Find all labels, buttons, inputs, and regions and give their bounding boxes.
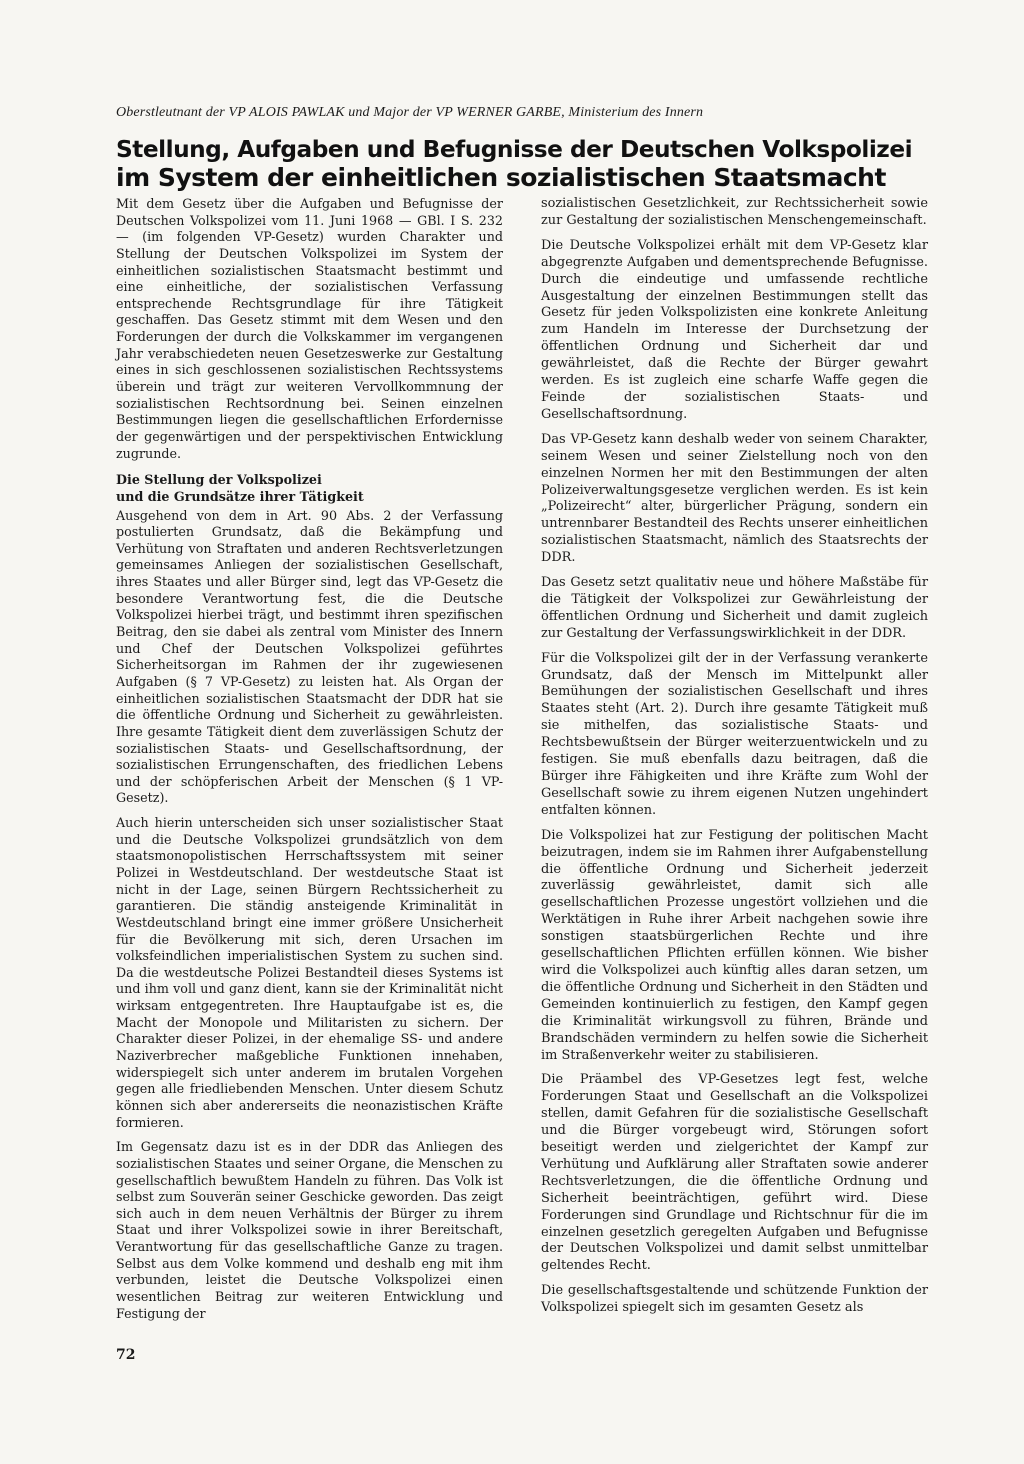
- left-text-column: [116, 196, 503, 1330]
- section-heading-line-1: Die Stellung der Volkspolizei: [116, 472, 322, 488]
- body-paragraph: Die Präambel des VP-Gesetzes legt fest, welche Forderungen Staat und Gesellschaft an die Volkspolizei stellen, damit Gefahren für die sozialistische Gesellschaft und die Bürger vorgebeugt wird, Störungen sofort beseitigt werden und zielgerichtet der Kampf zur Verhütung und Aufklärung aller Straftaten sowie anderer Rechtsverletzungen, die die öffentliche Ordnung und Sicherheit beeinträchtigen, geführt wird. Diese Forderungen sind Grundlage und Richtschnur für die im einzelnen gesetzlich geregelten Aufgaben und Befugnisse der Deutschen Volkspolizei und damit selbst unmittelbar geltendes Recht.: [541, 1072, 928, 1274]
- body-paragraph: Die gesellschaftsgestaltende und schützende Funktion der Volkspolizei spiegelt sich im gesamten Gesetz als: [541, 1283, 928, 1316]
- right-text-column: [541, 196, 928, 1325]
- body-paragraph: Im Gegensatz dazu ist es in der DDR das Anliegen des sozialistischen Staates und seiner Organe, die Menschen zu gesellschaftlich bewußtem Handeln zu führen. Das Volk ist selbst zum Souverän seiner Geschicke geworden. Das zeigt sich auch in dem neuen Verhältnis der Bürger zu ihrem Staat und ihrer Volkspolizei sowie in ihrer Bereitschaft, Verantwortung für das gesellschaftliche Ganze zu tragen. Selbst aus dem Volke kommend und deshalb eng mit ihm verbunden, leistet die Deutsche Volkspolizei einen wesentlichen Beitrag zur weiteren Entwicklung und Festigung der: [116, 1139, 503, 1321]
- section-heading-line-2: und die Grundsätze ihrer Tätigkeit: [116, 488, 364, 504]
- author-byline: Oberstleutnant der VP ALOIS PAWLAK und Major der VP WERNER GARBE, Ministerium des Innern: [116, 105, 704, 120]
- body-paragraph: sozialistischen Gesetzlichkeit, zur Rechtssicherheit sowie zur Gestaltung der sozialistischen Menschengemeinschaft.: [541, 196, 928, 228]
- section-heading: [116, 472, 503, 505]
- body-paragraph: Ausgehend von dem in Art. 90 Abs. 2 der Verfassung postulierten Grundsatz, daß die Bekämpfung und Verhütung von Straftaten und anderen Rechtsverletzungen gemeinsames Anliegen der sozialistischen Gesellschaft, ihres Staates und aller Bürger sind, legt das VP-Gesetz die besondere Verantwortung fest, die die Deutsche Volkspolizei hierbei trägt, und bestimmt ihren spezifischen Beitrag, den sie dabei als zentral vom Minister des Innern und Chef der Deutschen Volkspolizei geführtes Sicherheitsorgan im Rahmen der ihr zugewiesenen Aufgaben (§ 7 VP-Gesetz) zu leisten hat. Als Organ der einheitlichen sozialistischen Staatsmacht der DDR hat sie die öffentliche Ordnung und Sicherheit zu gewährleisten. Ihre gesamte Tätigkeit dient dem zuverlässigen Schutz der sozialistischen Staats- und Gesellschaftsordnung, der sozialistischen Errungenschaften, des friedlichen Lebens und der schöpferischen Arbeit der Menschen (§ 1 VP-Gesetz).: [116, 507, 503, 806]
- article-title: [116, 136, 916, 192]
- body-paragraph: Für die Volkspolizei gilt der in der Verfassung verankerte Grundsatz, daß der Mensch im Mittelpunkt aller Bemühungen der sozialistischen Gesellschaft und ihres Staates steht (Art. 2). Durch ihre gesamte Tätigkeit muß sie mithelfen, das sozialistische Staats- und Rechtsbewußtsein der Bürger weiterzuentwickeln und zu festigen. Sie muß ebenfalls dazu beitragen, daß die Bürger ihre Fähigkeiten und ihre Kräfte zum Wohl der Gesellschaft sowie zu ihrem eigenen Nutzen ungehindert entfalten können.: [541, 650, 928, 818]
- intro-paragraph: Mit dem Gesetz über die Aufgaben und Befugnisse der Deutschen Volkspolizei vom 11. Juni 1968 — GBl. I S. 232 — (im folgenden VP-Gesetz) wurden Charakter und Stellung der Deutschen Volkspolizei im System der einheitlichen sozialistischen Staatsmacht bestimmt und eine einheitliche, der sozialistischen Verfassung entsprechende Rechtsgrundlage für ihre Tätigkeit geschaffen. Das Gesetz stimmt mit dem Wesen und den Forderungen der durch die Volkskammer im vergangenen Jahr verabschiedeten neuen Gesetzeswerke zur Gestaltung eines in sich geschlossenen sozialistischen Rechtssystems überein und trägt zur weiteren Vervollkommnung der sozialistischen Rechtsordnung bei. Seinen einzelnen Bestimmungen liegen die gesellschaftlichen Erfordernisse der gegenwärtigen und der perspektivischen Entwicklung zugrunde.: [116, 196, 503, 461]
- body-paragraph: Die Deutsche Volkspolizei erhält mit dem VP-Gesetz klar abgegrenzte Aufgaben und dementsprechende Befugnisse. Durch die eindeutige und umfassende rechtliche Ausgestaltung der einzelnen Bestimmungen stellt das Gesetz für jeden Volkspolizisten eine konkrete Anleitung zum Handeln im Interesse der Durchsetzung der öffentlichen Ordnung und Sicherheit dar und gewährleistet, daß die Rechte der Bürger gewahrt werden. Es ist zugleich eine scharfe Waffe gegen die Feinde der sozialistischen Staats- und Gesellschaftsordnung.: [541, 237, 928, 422]
- body-paragraph: Die Volkspolizei hat zur Festigung der politischen Macht beizutragen, indem sie im Rahmen ihrer Aufgabenstellung die öffentliche Ordnung und Sicherheit jederzeit zuverlässig gewährleistet, damit sich alle gesellschaftlichen Prozesse ungestört vollziehen und die Werktätigen in Ruhe ihrer Arbeit nachgehen sowie ihre sonstigen staatsbürgerlichen Rechte und ihre gesellschaftlichen Pflichten erfüllen können. Wie bisher wird die Volkspolizei auch künftig alles daran setzen, um die öffentliche Ordnung und Sicherheit in den Städten und Gemeinden kontinuierlich zu festigen, den Kampf gegen die Kriminalität wirkungsvoll zu führen, Brände und Brandschäden vermindern zu helfen sowie die Sicherheit im Straßenverkehr weiter zu stabilisieren.: [541, 827, 928, 1063]
- article-title-line-2: im System der einheitlichen sozialistischen Staatsmacht: [116, 163, 886, 192]
- page-number: 72: [116, 1347, 136, 1363]
- article-title-line-1: Stellung, Aufgaben und Befugnisse der Deutschen Volkspolizei: [116, 136, 913, 163]
- body-paragraph: Das Gesetz setzt qualitativ neue und höhere Maßstäbe für die Tätigkeit der Volkspolizei zur Gewährleistung der öffentlichen Ordnung und Sicherheit und damit zugleich zur Gestaltung der Verfassungswirklichkeit in der DDR.: [541, 575, 928, 641]
- body-paragraph: Das VP-Gesetz kann deshalb weder von seinem Charakter, seinem Wesen und seiner Zielstellung noch von den einzelnen Normen her mit den Bestimmungen der alten Polizeiverwaltungsgesetze verglichen werden. Es ist kein „Polizeirecht“ alter, bürgerlicher Prägung, sondern ein untrennbarer Bestandteil des Rechts unserer einheitlichen sozialistischen Staatsmacht, nämlich des Staatsrechts der DDR.: [541, 431, 928, 566]
- body-paragraph: Auch hierin unterscheiden sich unser sozialistischer Staat und die Deutsche Volkspolizei grundsätzlich von dem staatsmonopolistischen Herrschaftssystem mit seiner Polizei in Westdeutschland. Der westdeutsche Staat ist nicht in der Lage, seinen Bürgern Rechtssicherheit zu garantieren. Die ständig ansteigende Kriminalität in Westdeutschland bringt eine immer größere Unsicherheit für die Bevölkerung mit sich, deren Ursachen im volksfeindlichen imperialistischen System zu suchen sind. Da die westdeutsche Polizei Bestandteil dieses Systems ist und ihm voll und ganz dient, kann sie der Kriminalität nicht wirksam entgegentreten. Ihre Hauptaufgabe ist es, die Macht der Monopole und Militaristen zu sichern. Der Charakter dieser Polizei, in der ehemalige SS- und andere Naziverbrecher maßgebliche Funktionen innehaben, widerspiegelt sich unter anderem im brutalen Vorgehen gegen alle friedliebenden Menschen. Unter diesem Schutz können sich aber andererseits die neonazistischen Kräfte formieren.: [116, 815, 503, 1130]
